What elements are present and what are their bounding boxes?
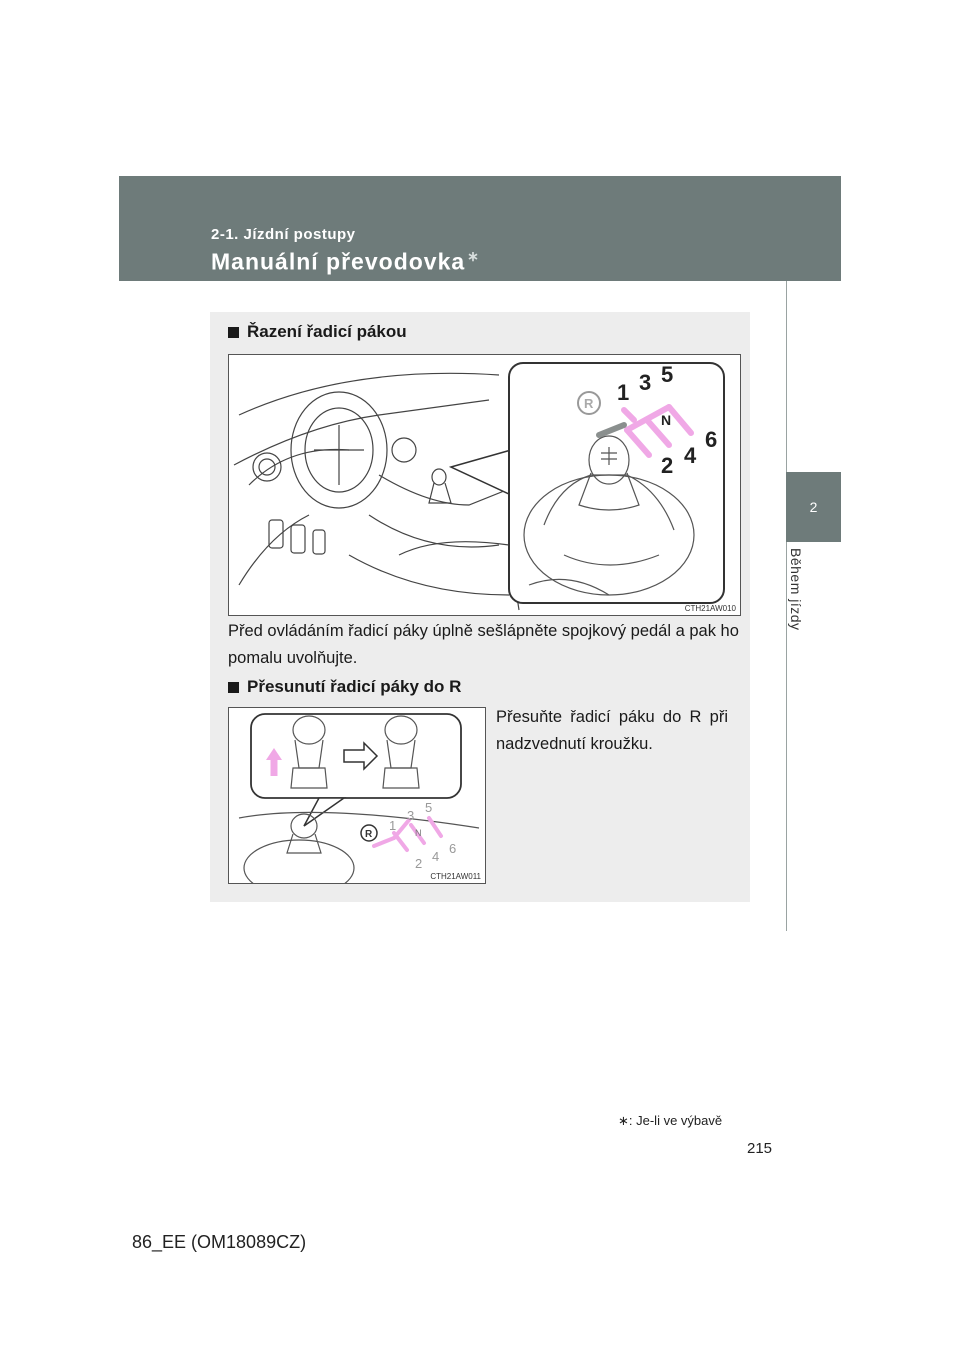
page-title (211, 248, 480, 276)
image-code-2: CTH21AW011 (430, 872, 481, 881)
gear-label-n-small: N (415, 828, 422, 838)
gear-label-6-small: 6 (449, 841, 457, 856)
gear-label-1-small: 1 (389, 818, 397, 833)
gear-label-r-small: R (365, 829, 373, 840)
gear-label-4: 4 (684, 443, 697, 468)
gear-label-4-small: 4 (432, 849, 440, 864)
illustration-shifter-cabin (228, 354, 741, 616)
cabin-drawing (229, 355, 740, 615)
optional-mark: ∗ (467, 248, 480, 264)
chapter-title: Během jízdy (788, 548, 804, 631)
illustration-reverse-ring (228, 707, 486, 884)
gear-label-1: 1 (617, 380, 630, 405)
gear-label-n: N (661, 412, 672, 428)
content-panel (210, 312, 750, 902)
paragraph-clutch: Před ovládáním řadicí páky úplně sešlápněte spojkový pedál a pak ho pomalu uvolňujte. (228, 622, 739, 667)
gear-label-6: 6 (705, 427, 718, 452)
document-id: 86_EE (OM18089CZ) (132, 1232, 307, 1252)
heading-reverse-text: Přesunutí řadicí páky do R (247, 677, 462, 696)
footnote: ∗: Je-li ve výbavě (618, 1113, 723, 1128)
page-title-text: Manuální převodovka (211, 248, 466, 275)
gear-label-5: 5 (661, 362, 674, 387)
bullet-square-icon (228, 327, 239, 338)
gear-label-5-small: 5 (425, 800, 433, 815)
image-code-1: CTH21AW010 (684, 604, 736, 613)
paragraph-reverse: Přesuňte řadicí páku do R při nadzvednutí kroužku. (496, 708, 728, 753)
chapter-tab[interactable] (786, 472, 841, 542)
section-label: 2-1. Jízdní postupy (211, 226, 356, 243)
gear-label-2: 2 (661, 453, 674, 478)
heading-shifting-text: Řazení řadicí pákou (247, 322, 407, 341)
heading-reverse (228, 677, 461, 697)
page-number: 215 (747, 1140, 773, 1157)
reverse-drawing (229, 708, 485, 883)
gear-label-2-small: 2 (415, 856, 423, 871)
header-band (119, 176, 841, 281)
bullet-square-icon (228, 682, 239, 693)
gear-label-3-small: 3 (407, 808, 415, 823)
gear-label-r: R (584, 396, 594, 411)
gear-label-3: 3 (639, 370, 652, 395)
heading-shifting (228, 322, 407, 342)
chapter-number: 2 (809, 499, 818, 515)
